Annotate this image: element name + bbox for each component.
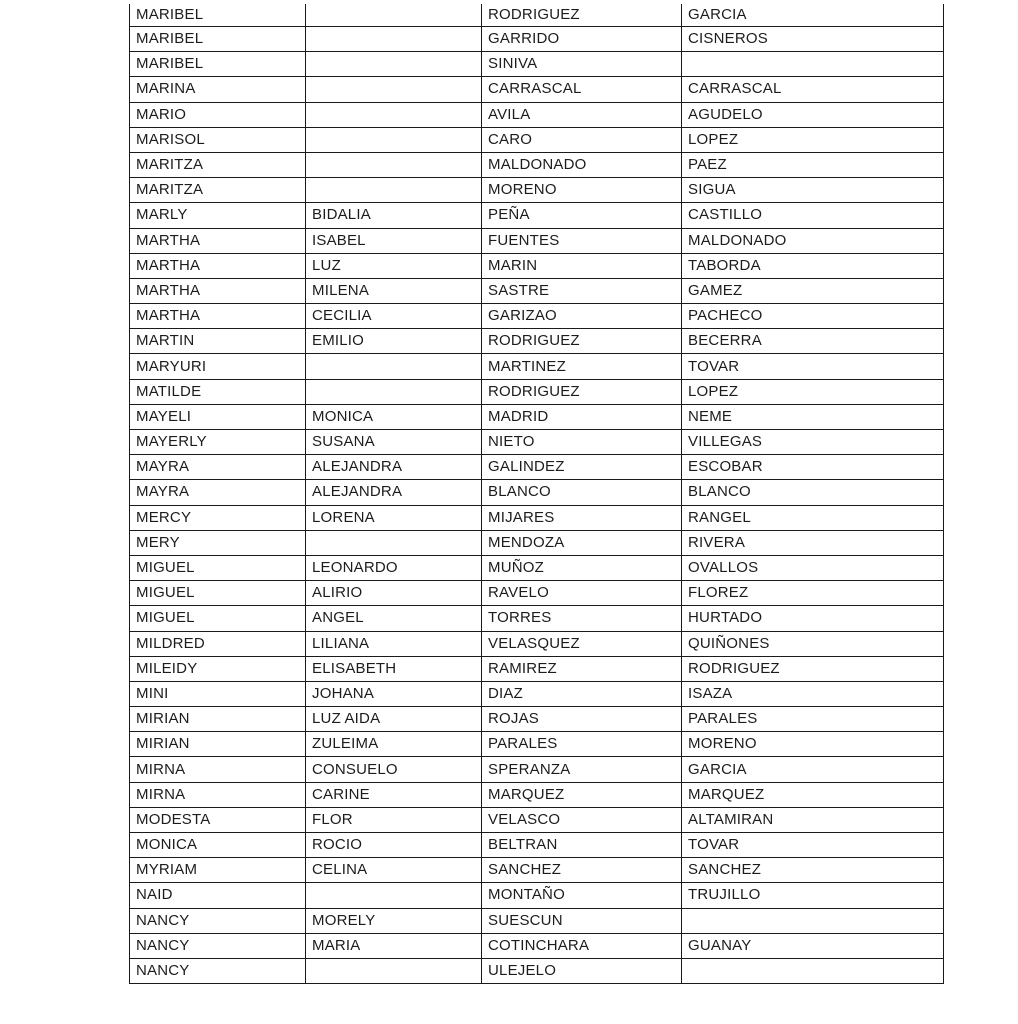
first-surname-cell: DIAZ [482, 681, 682, 706]
first-name-cell: MIGUEL [130, 606, 306, 631]
table-row [130, 4, 944, 27]
first-name-cell: MAYRA [130, 480, 306, 505]
second-surname-cell: ISAZA [682, 681, 944, 706]
first-name-cell: NANCY [130, 908, 306, 933]
table-row [130, 530, 944, 555]
first-name-cell: MARTHA [130, 253, 306, 278]
table-row [130, 203, 944, 228]
second-surname-cell: FLOREZ [682, 581, 944, 606]
first-name-cell: MARIBEL [130, 52, 306, 77]
first-name-cell: MARIBEL [130, 27, 306, 52]
middle-name-cell: ALIRIO [306, 581, 482, 606]
second-surname-cell: MALDONADO [682, 228, 944, 253]
first-surname-cell: MENDOZA [482, 530, 682, 555]
first-name-cell: MERY [130, 530, 306, 555]
second-surname-cell: MORENO [682, 732, 944, 757]
middle-name-cell: ELISABETH [306, 656, 482, 681]
first-name-cell: MARTHA [130, 278, 306, 303]
first-name-cell: MAYELI [130, 404, 306, 429]
first-surname-cell: RAVELO [482, 581, 682, 606]
first-surname-cell: MUÑOZ [482, 555, 682, 580]
first-name-cell: MYRIAM [130, 858, 306, 883]
second-surname-cell: PACHECO [682, 304, 944, 329]
table-row [130, 757, 944, 782]
table-row [130, 707, 944, 732]
table-row [130, 102, 944, 127]
second-surname-cell: CISNEROS [682, 27, 944, 52]
first-name-cell: MODESTA [130, 807, 306, 832]
second-surname-cell: SANCHEZ [682, 858, 944, 883]
first-surname-cell: ROJAS [482, 707, 682, 732]
table-row [130, 732, 944, 757]
first-surname-cell: ULEJELO [482, 958, 682, 983]
middle-name-cell: LUZ AIDA [306, 707, 482, 732]
second-surname-cell: ALTAMIRAN [682, 807, 944, 832]
second-surname-cell: ESCOBAR [682, 455, 944, 480]
first-surname-cell: GALINDEZ [482, 455, 682, 480]
second-surname-cell [682, 908, 944, 933]
table-row [130, 77, 944, 102]
middle-name-cell [306, 127, 482, 152]
first-name-cell: MILDRED [130, 631, 306, 656]
first-surname-cell: PEÑA [482, 203, 682, 228]
second-surname-cell: RIVERA [682, 530, 944, 555]
first-name-cell: MINI [130, 681, 306, 706]
middle-name-cell: MILENA [306, 278, 482, 303]
first-surname-cell: VELASQUEZ [482, 631, 682, 656]
middle-name-cell: LORENA [306, 505, 482, 530]
middle-name-cell: MORELY [306, 908, 482, 933]
middle-name-cell [306, 379, 482, 404]
table-row [130, 455, 944, 480]
first-name-cell: MARINA [130, 77, 306, 102]
table-row [130, 304, 944, 329]
first-name-cell: NANCY [130, 933, 306, 958]
table-row [130, 933, 944, 958]
table-row [130, 656, 944, 681]
second-surname-cell: VILLEGAS [682, 430, 944, 455]
middle-name-cell: EMILIO [306, 329, 482, 354]
first-surname-cell: MONTAÑO [482, 883, 682, 908]
first-surname-cell: AVILA [482, 102, 682, 127]
middle-name-cell: ZULEIMA [306, 732, 482, 757]
middle-name-cell: CECILIA [306, 304, 482, 329]
middle-name-cell: CARINE [306, 782, 482, 807]
middle-name-cell [306, 883, 482, 908]
first-name-cell: MARTHA [130, 228, 306, 253]
table-row [130, 883, 944, 908]
table-row [130, 354, 944, 379]
first-surname-cell: RODRIGUEZ [482, 329, 682, 354]
first-name-cell: MIGUEL [130, 555, 306, 580]
middle-name-cell: LILIANA [306, 631, 482, 656]
document-page [129, 4, 943, 984]
second-surname-cell: RODRIGUEZ [682, 656, 944, 681]
first-surname-cell: RODRIGUEZ [482, 379, 682, 404]
table-row [130, 555, 944, 580]
middle-name-cell [306, 27, 482, 52]
first-surname-cell: BELTRAN [482, 833, 682, 858]
first-name-cell: MARIBEL [130, 4, 306, 27]
second-surname-cell: MARQUEZ [682, 782, 944, 807]
middle-name-cell: MARIA [306, 933, 482, 958]
first-surname-cell: CARO [482, 127, 682, 152]
first-surname-cell: MADRID [482, 404, 682, 429]
first-surname-cell: GARIZAO [482, 304, 682, 329]
second-surname-cell: RANGEL [682, 505, 944, 530]
first-surname-cell: SUESCUN [482, 908, 682, 933]
middle-name-cell: FLOR [306, 807, 482, 832]
middle-name-cell: CONSUELO [306, 757, 482, 782]
table-row [130, 178, 944, 203]
names-table [129, 4, 944, 984]
second-surname-cell: NEME [682, 404, 944, 429]
middle-name-cell: ALEJANDRA [306, 480, 482, 505]
middle-name-cell [306, 354, 482, 379]
first-name-cell: MARIO [130, 102, 306, 127]
first-surname-cell: RAMIREZ [482, 656, 682, 681]
first-name-cell: MARLY [130, 203, 306, 228]
first-name-cell: MARTIN [130, 329, 306, 354]
middle-name-cell: BIDALIA [306, 203, 482, 228]
second-surname-cell [682, 958, 944, 983]
table-row [130, 228, 944, 253]
middle-name-cell [306, 530, 482, 555]
middle-name-cell: SUSANA [306, 430, 482, 455]
second-surname-cell: TRUJILLO [682, 883, 944, 908]
first-surname-cell: FUENTES [482, 228, 682, 253]
second-surname-cell: SIGUA [682, 178, 944, 203]
first-surname-cell: TORRES [482, 606, 682, 631]
middle-name-cell [306, 152, 482, 177]
middle-name-cell: ALEJANDRA [306, 455, 482, 480]
table-row [130, 606, 944, 631]
middle-name-cell [306, 958, 482, 983]
table-row [130, 908, 944, 933]
table-row [130, 782, 944, 807]
second-surname-cell: OVALLOS [682, 555, 944, 580]
middle-name-cell: CELINA [306, 858, 482, 883]
first-name-cell: NANCY [130, 958, 306, 983]
names-table-body [130, 4, 944, 984]
table-row [130, 681, 944, 706]
middle-name-cell: ROCIO [306, 833, 482, 858]
first-name-cell: MIRNA [130, 782, 306, 807]
first-name-cell: MILEIDY [130, 656, 306, 681]
middle-name-cell [306, 52, 482, 77]
first-name-cell: MARITZA [130, 178, 306, 203]
first-name-cell: MAYRA [130, 455, 306, 480]
table-row [130, 127, 944, 152]
second-surname-cell: AGUDELO [682, 102, 944, 127]
middle-name-cell [306, 77, 482, 102]
first-name-cell: MIRIAN [130, 707, 306, 732]
table-row [130, 833, 944, 858]
first-surname-cell: GARRIDO [482, 27, 682, 52]
first-name-cell: MATILDE [130, 379, 306, 404]
first-name-cell: MERCY [130, 505, 306, 530]
table-row [130, 152, 944, 177]
second-surname-cell: TOVAR [682, 354, 944, 379]
middle-name-cell [306, 4, 482, 27]
first-surname-cell: SINIVA [482, 52, 682, 77]
first-surname-cell: MARQUEZ [482, 782, 682, 807]
second-surname-cell: GAMEZ [682, 278, 944, 303]
middle-name-cell: LEONARDO [306, 555, 482, 580]
first-surname-cell: MORENO [482, 178, 682, 203]
second-surname-cell: PARALES [682, 707, 944, 732]
first-surname-cell: COTINCHARA [482, 933, 682, 958]
table-row [130, 52, 944, 77]
first-surname-cell: PARALES [482, 732, 682, 757]
first-name-cell: MARITZA [130, 152, 306, 177]
middle-name-cell: ANGEL [306, 606, 482, 631]
middle-name-cell: MONICA [306, 404, 482, 429]
table-row [130, 807, 944, 832]
first-surname-cell: MALDONADO [482, 152, 682, 177]
first-name-cell: NAID [130, 883, 306, 908]
first-name-cell: MAYERLY [130, 430, 306, 455]
middle-name-cell: LUZ [306, 253, 482, 278]
second-surname-cell: TABORDA [682, 253, 944, 278]
middle-name-cell [306, 178, 482, 203]
first-surname-cell: RODRIGUEZ [482, 4, 682, 27]
first-surname-cell: MARIN [482, 253, 682, 278]
table-row [130, 430, 944, 455]
first-surname-cell: VELASCO [482, 807, 682, 832]
table-row [130, 581, 944, 606]
first-name-cell: MIRIAN [130, 732, 306, 757]
second-surname-cell: QUIÑONES [682, 631, 944, 656]
first-surname-cell: MIJARES [482, 505, 682, 530]
first-name-cell: MARISOL [130, 127, 306, 152]
middle-name-cell: ISABEL [306, 228, 482, 253]
second-surname-cell [682, 52, 944, 77]
first-surname-cell: SPERANZA [482, 757, 682, 782]
table-row [130, 505, 944, 530]
middle-name-cell: JOHANA [306, 681, 482, 706]
table-row [130, 329, 944, 354]
second-surname-cell: PAEZ [682, 152, 944, 177]
second-surname-cell: HURTADO [682, 606, 944, 631]
first-surname-cell: SASTRE [482, 278, 682, 303]
first-surname-cell: MARTINEZ [482, 354, 682, 379]
table-row [130, 858, 944, 883]
table-row [130, 480, 944, 505]
first-surname-cell: SANCHEZ [482, 858, 682, 883]
second-surname-cell: GARCIA [682, 4, 944, 27]
table-row [130, 27, 944, 52]
second-surname-cell: CASTILLO [682, 203, 944, 228]
middle-name-cell [306, 102, 482, 127]
first-name-cell: MONICA [130, 833, 306, 858]
table-row [130, 379, 944, 404]
table-row [130, 631, 944, 656]
table-row [130, 958, 944, 983]
table-row [130, 253, 944, 278]
first-name-cell: MARTHA [130, 304, 306, 329]
second-surname-cell: GARCIA [682, 757, 944, 782]
second-surname-cell: LOPEZ [682, 379, 944, 404]
first-surname-cell: BLANCO [482, 480, 682, 505]
first-name-cell: MIGUEL [130, 581, 306, 606]
first-surname-cell: CARRASCAL [482, 77, 682, 102]
table-row [130, 278, 944, 303]
second-surname-cell: GUANAY [682, 933, 944, 958]
first-name-cell: MIRNA [130, 757, 306, 782]
table-row [130, 404, 944, 429]
second-surname-cell: CARRASCAL [682, 77, 944, 102]
second-surname-cell: LOPEZ [682, 127, 944, 152]
second-surname-cell: BLANCO [682, 480, 944, 505]
second-surname-cell: BECERRA [682, 329, 944, 354]
second-surname-cell: TOVAR [682, 833, 944, 858]
first-name-cell: MARYURI [130, 354, 306, 379]
first-surname-cell: NIETO [482, 430, 682, 455]
